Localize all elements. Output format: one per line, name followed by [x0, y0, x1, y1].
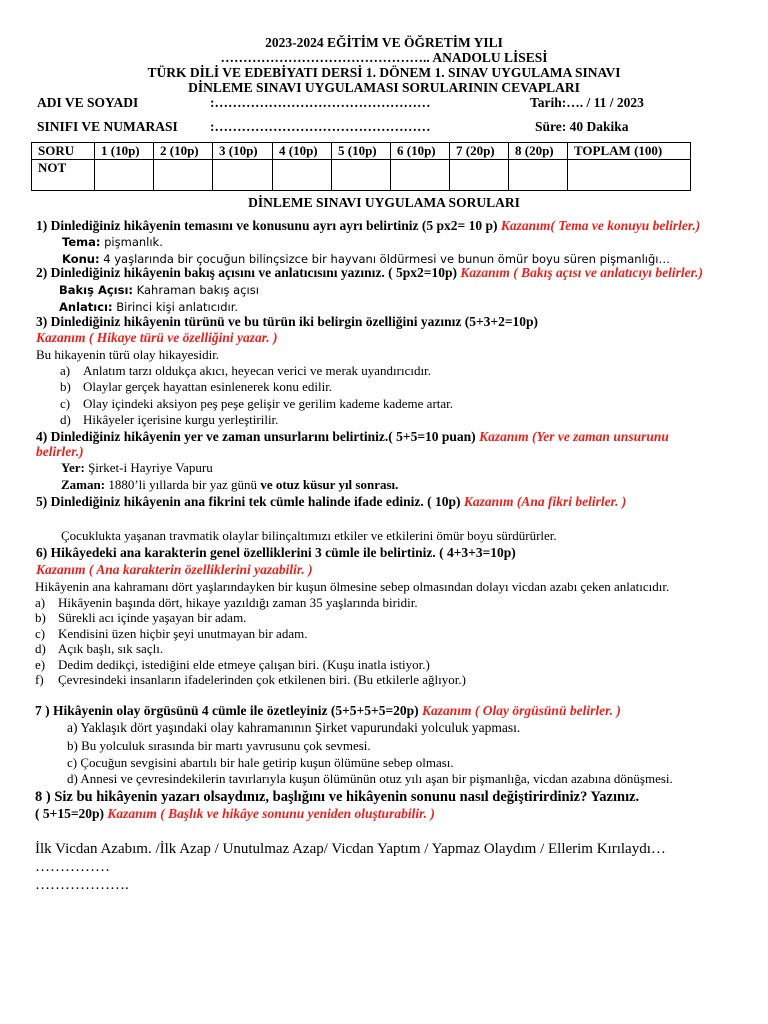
score-cell[interactable] — [509, 160, 568, 191]
table-header-cell: 2 (10p) — [154, 143, 213, 160]
kazanim-text: Kazanım ( Olay örgüsünü belirler. ) — [418, 703, 621, 718]
table-header-cell: 6 (10p) — [391, 143, 450, 160]
question-6: 6) Hikâyedeki ana karakterin genel özelliklerini 3 cümle ile belirtiniz. ( 4+3+3=10p) — [36, 545, 516, 560]
list-item — [60, 379, 333, 395]
question-8: 8 ) Siz bu hikâyenin yazarı olsaydınız, başlığını ve hikâyenin sonunu nasıl değiştirirdiniz? Yazınız. — [35, 789, 640, 805]
kazanim-text: Kazanım ( Hikaye türü ve özelliğini yazar. ) — [36, 330, 278, 345]
answer-line[interactable]: …………… — [35, 859, 110, 875]
label: Yer: — [61, 460, 85, 475]
list-item — [60, 412, 279, 428]
value: Birinci kişi anlatıcıdır. — [112, 300, 239, 314]
label: Bakış Açısı: — [59, 283, 134, 297]
list-item — [35, 657, 430, 673]
table-header-cell: 7 (20p) — [450, 143, 509, 160]
table-header-cell: 4 (10p) — [273, 143, 332, 160]
kazanim-text: belirler.) — [36, 444, 84, 459]
question-5 — [36, 494, 626, 510]
list-marker: a) — [60, 363, 71, 378]
value-bold: ve otuz küsur yıl sonrası. — [257, 477, 399, 492]
list-marker: f) — [35, 672, 44, 687]
school-year-title: 2023-2024 EĞİTİM VE ÖĞRETİM YILI — [265, 35, 503, 50]
score-cell[interactable] — [332, 160, 391, 191]
list-text: Açık başlı, sık saçlı. — [58, 641, 164, 656]
label: Anlatıcı: — [59, 300, 113, 314]
value: Kahraman bakış açısı — [133, 283, 259, 297]
value: 1880’li yıllarda bir yaz günü — [105, 477, 258, 492]
list-item: a) Yaklaşık dört yaşındaki olay kahramanının Şirket vapurundaki yolculuk yapması. — [67, 720, 521, 735]
label: Tema: — [62, 235, 101, 249]
list-text: Hikâyenin başında dört, hikaye yazıldığı zaman 35 yaşlarında biridir. — [58, 595, 418, 610]
list-marker: d) — [35, 641, 46, 656]
answer-ana-fikir: Çocuklukta yaşanan travmatik olaylar bilinçaltımızı etkiler ve etkilerini ömür boyu sürdürürler. — [61, 528, 557, 543]
question-text: 5) Dinlediğiniz hikâyenin ana fikrini tek cümle halinde ifade ediniz. ( 10p) — [36, 494, 461, 509]
answer-anlatici — [59, 299, 238, 315]
kazanim-text: Kazanım ( Ana karakterin özelliklerini yazabilir. ) — [36, 562, 313, 577]
date-label: Tarih:…. / 11 / 2023 — [530, 95, 644, 110]
question-text: ( 5+15=20p) — [35, 806, 105, 821]
list-marker: c) — [35, 626, 46, 641]
exam-title: TÜRK DİLİ VE EDEBİYATI DERSİ 1. DÖNEM 1. SINAV UYGULAMA SINAVI — [147, 65, 621, 80]
list-item: c) Çocuğun sevgisini abartılı bir hale getirip kuşun ölümüne sebep olması. — [67, 755, 454, 770]
kazanim-text: Kazanım (Yer ve zaman unsurunu — [475, 429, 669, 444]
section-title: DİNLEME SINAVI UYGULAMA SORULARI — [248, 195, 520, 210]
question-8-points — [35, 806, 435, 822]
list-text: Çevresindeki insanların ifadelerinden çok etkilenen biri. (Bu etkilerle ağlıyor.) — [58, 672, 466, 687]
exam-subtitle: DİNLEME SINAVI UYGULAMASI SORULARININ CEVAPLARI — [188, 80, 580, 95]
table-header-cell: 5 (10p) — [332, 143, 391, 160]
answer-baslik: İlk Vicdan Azabım. /İlk Azap / Unutulmaz Azap/ Vicdan Yaptım / Yapmaz Olaydım / Ellerim Kırılaydı… — [35, 841, 666, 857]
not-label: NOT — [32, 160, 95, 191]
answer-karakter: Hikâyenin ana kahramanı dört yaşlarındayken bir kuşun ölmesine sebep olmasından dolayı vicdan azabı çeken anlatıcıdır. — [35, 579, 670, 594]
list-text: Dedim dedikçi, istediğini elde etmeye çalışan biri. (Kuşu inatla istiyor.) — [58, 657, 430, 672]
table-header-cell: SORU — [32, 143, 95, 160]
question-3: 3) Dinlediğiniz hikâyenin türünü ve bu türün iki belirgin özelliğini yazınız (5+3+2=10p) — [36, 314, 539, 329]
table-header-cell: TOPLAM (100) — [568, 143, 691, 160]
list-text: Hikâyeler içerisine kurgu yerleştirilir. — [83, 412, 279, 427]
score-cell[interactable] — [213, 160, 273, 191]
answer-tur: Bu hikayenin türü olay hikayesidir. — [36, 347, 220, 362]
table-header-cell: 8 (20p) — [509, 143, 568, 160]
list-text: Anlatım tarzı oldukça akıcı, heyecan verici ve merak uyandırıcıdır. — [83, 363, 431, 378]
list-marker: c) — [60, 396, 71, 411]
list-text: Sürekli acı içinde yaşayan bir adam. — [58, 610, 247, 625]
label: Zaman: — [61, 477, 106, 492]
name-label: ADI VE SOYADI — [37, 95, 139, 110]
kazanim-text: Kazanım ( Bakış açısı ve anlatıcıyı belirler.) — [457, 265, 704, 280]
question-7 — [35, 703, 621, 719]
list-item — [60, 396, 454, 412]
answer-zaman — [61, 477, 398, 493]
answer-yer — [61, 460, 213, 476]
answer-tema — [62, 234, 163, 250]
list-marker: a) — [35, 595, 46, 610]
name-field[interactable]: :………………………………………… — [210, 95, 431, 110]
list-text: Kendisini üzen hiçbir şeyi unutmayan bir adam. — [58, 626, 308, 641]
list-marker: b) — [60, 379, 71, 394]
list-marker: b) — [35, 610, 46, 625]
list-item — [35, 672, 466, 688]
question-text: 2) Dinlediğiniz hikâyenin bakış açısını ve anlatıcısını yazınız. ( 5px2=10p) — [36, 265, 458, 280]
total-cell[interactable] — [568, 160, 691, 191]
list-item — [35, 595, 418, 611]
value: pişmanlık. — [100, 235, 163, 249]
list-marker: e) — [35, 657, 46, 672]
answer-bakis — [59, 282, 259, 298]
question-2 — [36, 265, 703, 281]
table-header-cell: 1 (10p) — [95, 143, 154, 160]
list-item — [35, 641, 164, 657]
label: Konu: — [62, 252, 100, 266]
list-item — [35, 626, 308, 642]
score-cell[interactable] — [95, 160, 154, 191]
list-item: b) Bu yolculuk sırasında bir martı yavrusunu çok sevmesi. — [67, 738, 371, 753]
question-text: 7 ) Hikâyenin olay örgüsünü 4 cümle ile özetleyiniz (5+5+5+5=20p) — [35, 703, 419, 718]
value: Şirket-i Hayriye Vapuru — [84, 460, 213, 475]
class-label: SINIFI VE NUMARASI — [37, 119, 178, 134]
score-cell[interactable] — [391, 160, 450, 191]
question-4 — [36, 429, 669, 445]
kazanim-text: Kazanım (Ana fikri belirler. ) — [460, 494, 627, 509]
score-cell[interactable] — [154, 160, 213, 191]
grade-table — [31, 142, 691, 191]
list-item: d) Annesi ve çevresindekilerin tavırlarıyla kuşun ölümünün otuz yılı aşan bir pişmanlığa, vicdan azabına dönüşmesi. — [67, 771, 673, 786]
score-cell[interactable] — [450, 160, 509, 191]
class-field[interactable]: :………………………………………… — [210, 119, 431, 134]
kazanim-text: Kazanım( Tema ve konuyu belirler.) — [497, 218, 701, 233]
question-1 — [36, 218, 700, 234]
table-header-cell: 3 (10p) — [213, 143, 273, 160]
list-item — [60, 363, 431, 379]
answer-line[interactable]: ………………. — [35, 877, 129, 893]
question-text: 1) Dinlediğiniz hikâyenin temasını ve konusunu ayrı ayrı belirtiniz (5 px2= 10 p) — [36, 218, 498, 233]
list-text: Olay içindeki aksiyon peş peşe gelişir ve gerilim kademe kademe artar. — [83, 396, 454, 411]
list-item — [35, 610, 247, 626]
list-text: Olaylar gerçek hayattan esinlenerek konu edilir. — [83, 379, 333, 394]
school-name: ……………………………………….. ANADOLU LİSESİ — [220, 50, 548, 65]
score-cell[interactable] — [273, 160, 332, 191]
list-marker: d) — [60, 412, 71, 427]
kazanim-text: Kazanım ( Başlık ve hikâye sonunu yeniden oluşturabilir. ) — [104, 806, 435, 821]
question-text: 4) Dinlediğiniz hikâyenin yer ve zaman unsurlarını belirtiniz.( 5+5=10 puan) — [36, 429, 476, 444]
duration-label: Süre: 40 Dakika — [535, 119, 629, 134]
value: 4 yaşlarında bir çocuğun bilinçsizce bir hayvanı öldürmesi ve bunun ömür boyu süren pişmanlığı… — [99, 252, 670, 266]
